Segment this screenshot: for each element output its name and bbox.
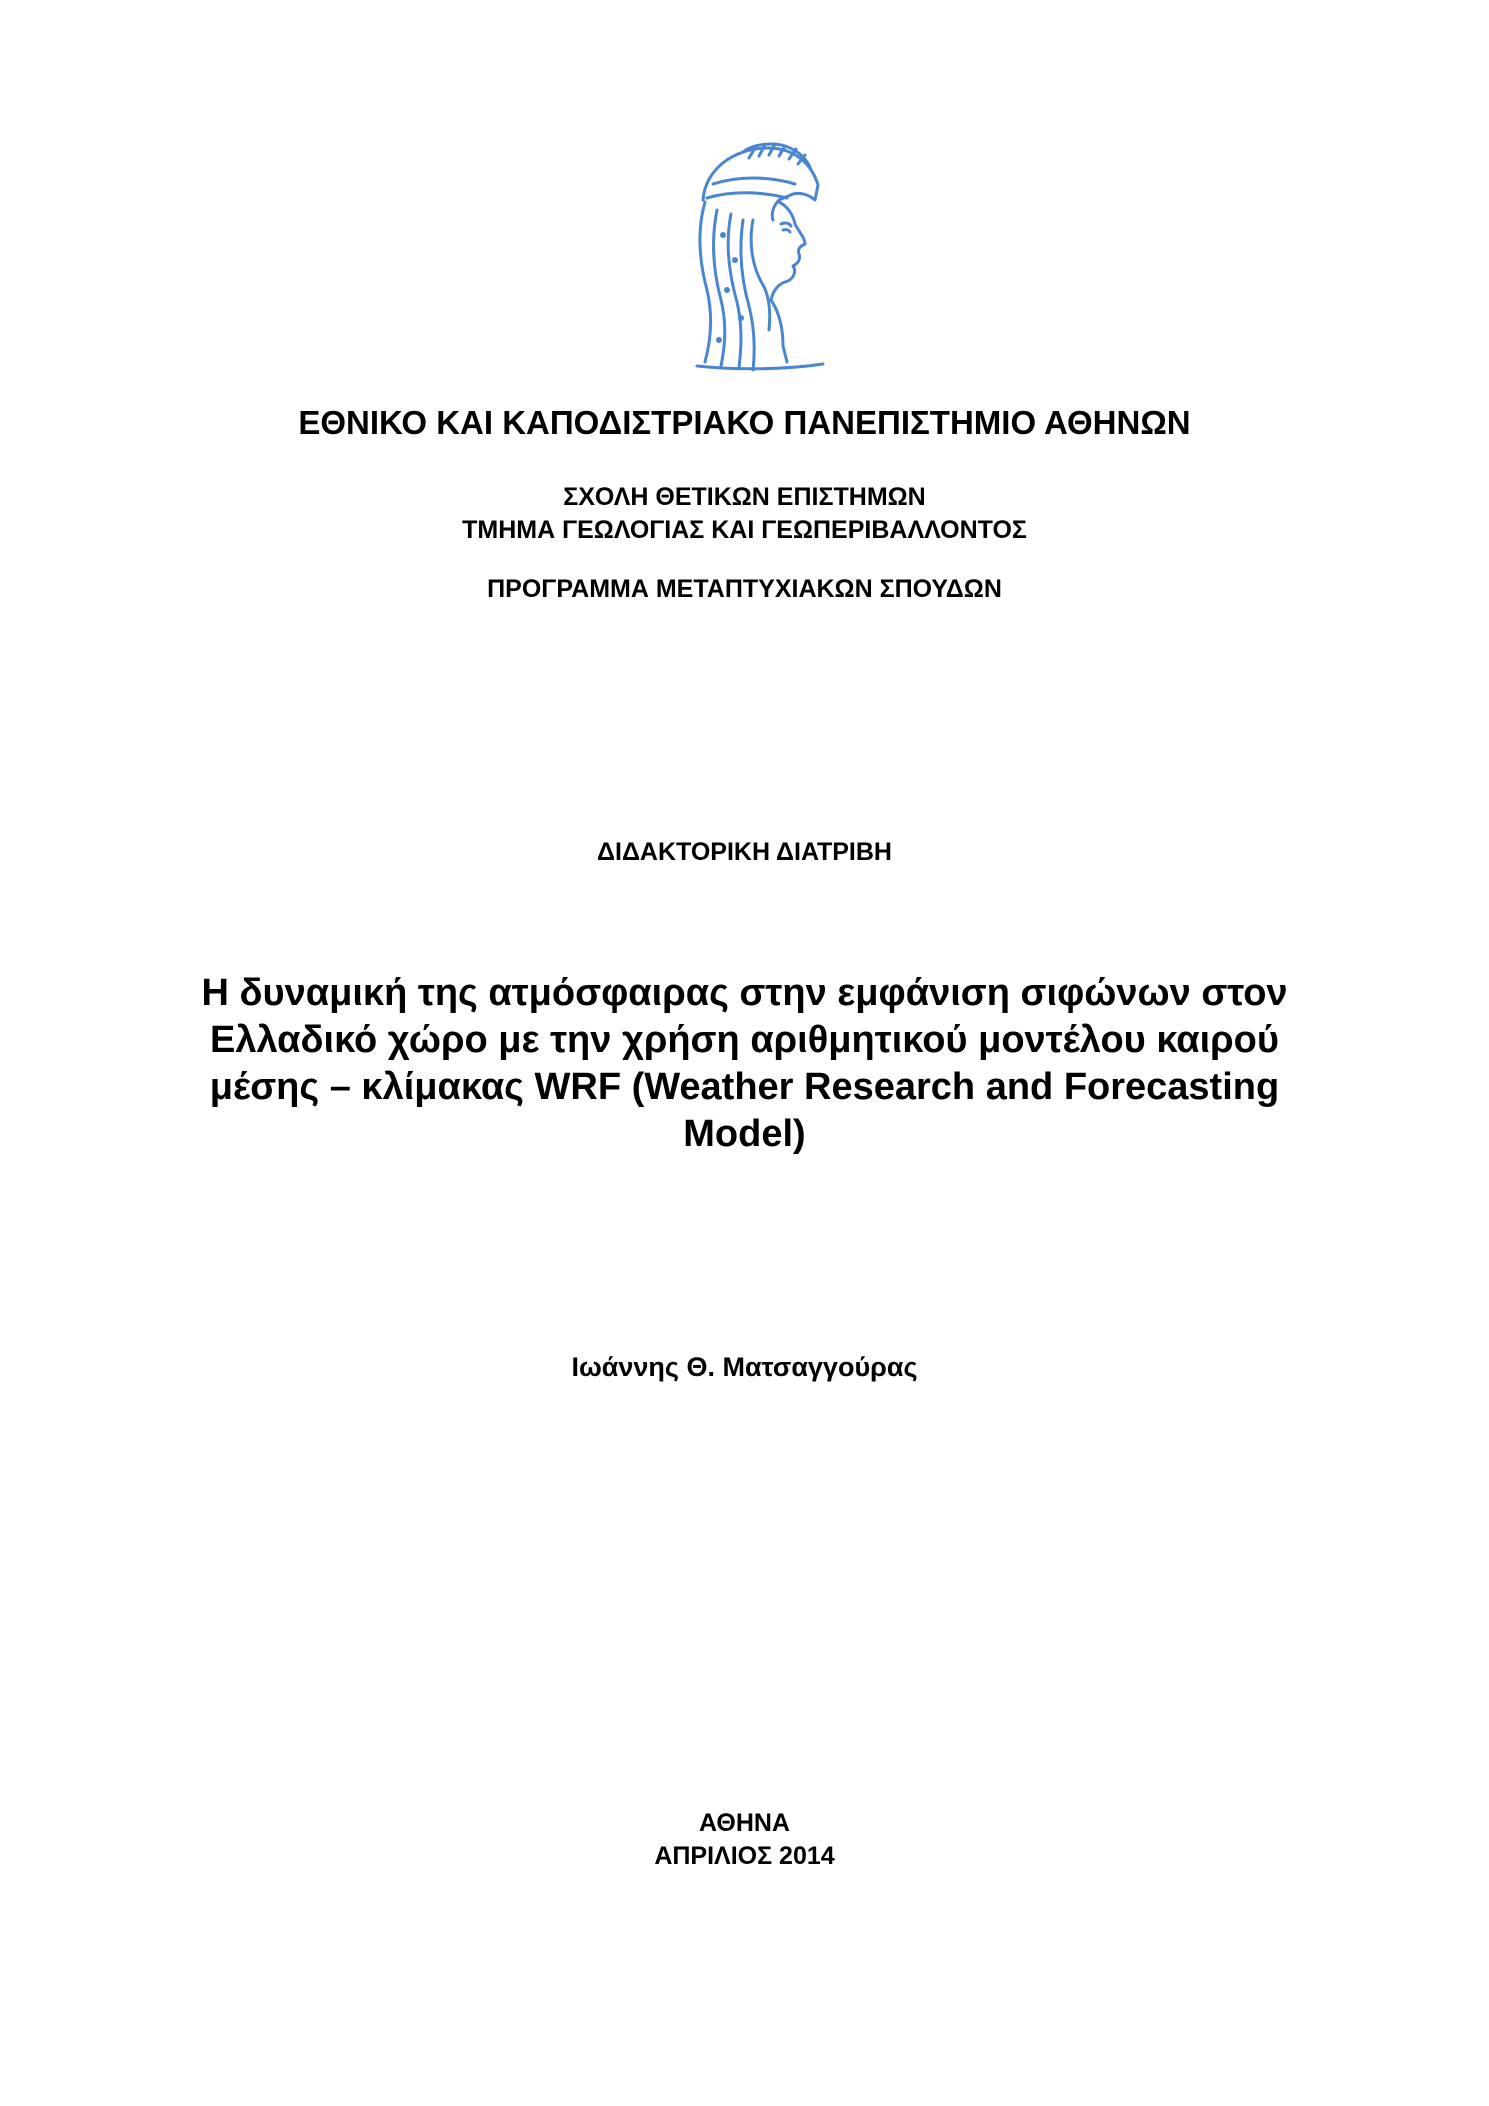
athena-head-icon (683, 140, 833, 372)
title-line: μέσης – κλίμακας WRF (Weather Research and Forecasting (209, 1066, 1280, 1108)
department-name: ΤΜΗΜΑ ΓΕΩΛΟΓΙΑΣ ΚΑΙ ΓΕΩΠΕΡΙΒΑΛΛΟΝΤΟΣ (462, 516, 1027, 544)
title-line: Model) (683, 1113, 806, 1155)
author-name: Ιωάννης Θ. Ματσαγγούρας (571, 1352, 918, 1382)
school-name: ΣΧΟΛΗ ΘΕΤΙΚΩΝ ΕΠΙΣΤΗΜΩΝ (563, 483, 926, 511)
university-name: ΕΘΝΙΚΟ ΚΑΙ ΚΑΠΟΔΙΣΤΡΙΑΚΟ ΠΑΝΕΠΙΣΤΗΜΙΟ ΑΘΗΝΩΝ (298, 404, 1191, 441)
place-date (0, 1807, 1489, 1873)
thesis-title (160, 970, 1329, 1158)
title-line: Ελλαδικό χώρο με την χρήση αριθμητικού μοντέλου καιρού (209, 1019, 1280, 1061)
city: ΑΘΗΝΑ (699, 1809, 790, 1837)
title-line: Η δυναμική της ατμόσφαιρας στην εμφάνιση σιφώνων στον (201, 972, 1288, 1014)
date: ΑΠΡΙΛΙΟΣ 2014 (654, 1842, 835, 1870)
program-name: ΠΡΟΓΡΑΜΜΑ ΜΕΤΑΠΤΥΧΙΑΚΩΝ ΣΠΟΥΔΩΝ (487, 575, 1002, 603)
document-type: ΔΙΔΑΚΤΟΡΙΚΗ ΔΙΑΤΡΙΒΗ (597, 838, 892, 866)
school-department (0, 481, 1489, 547)
